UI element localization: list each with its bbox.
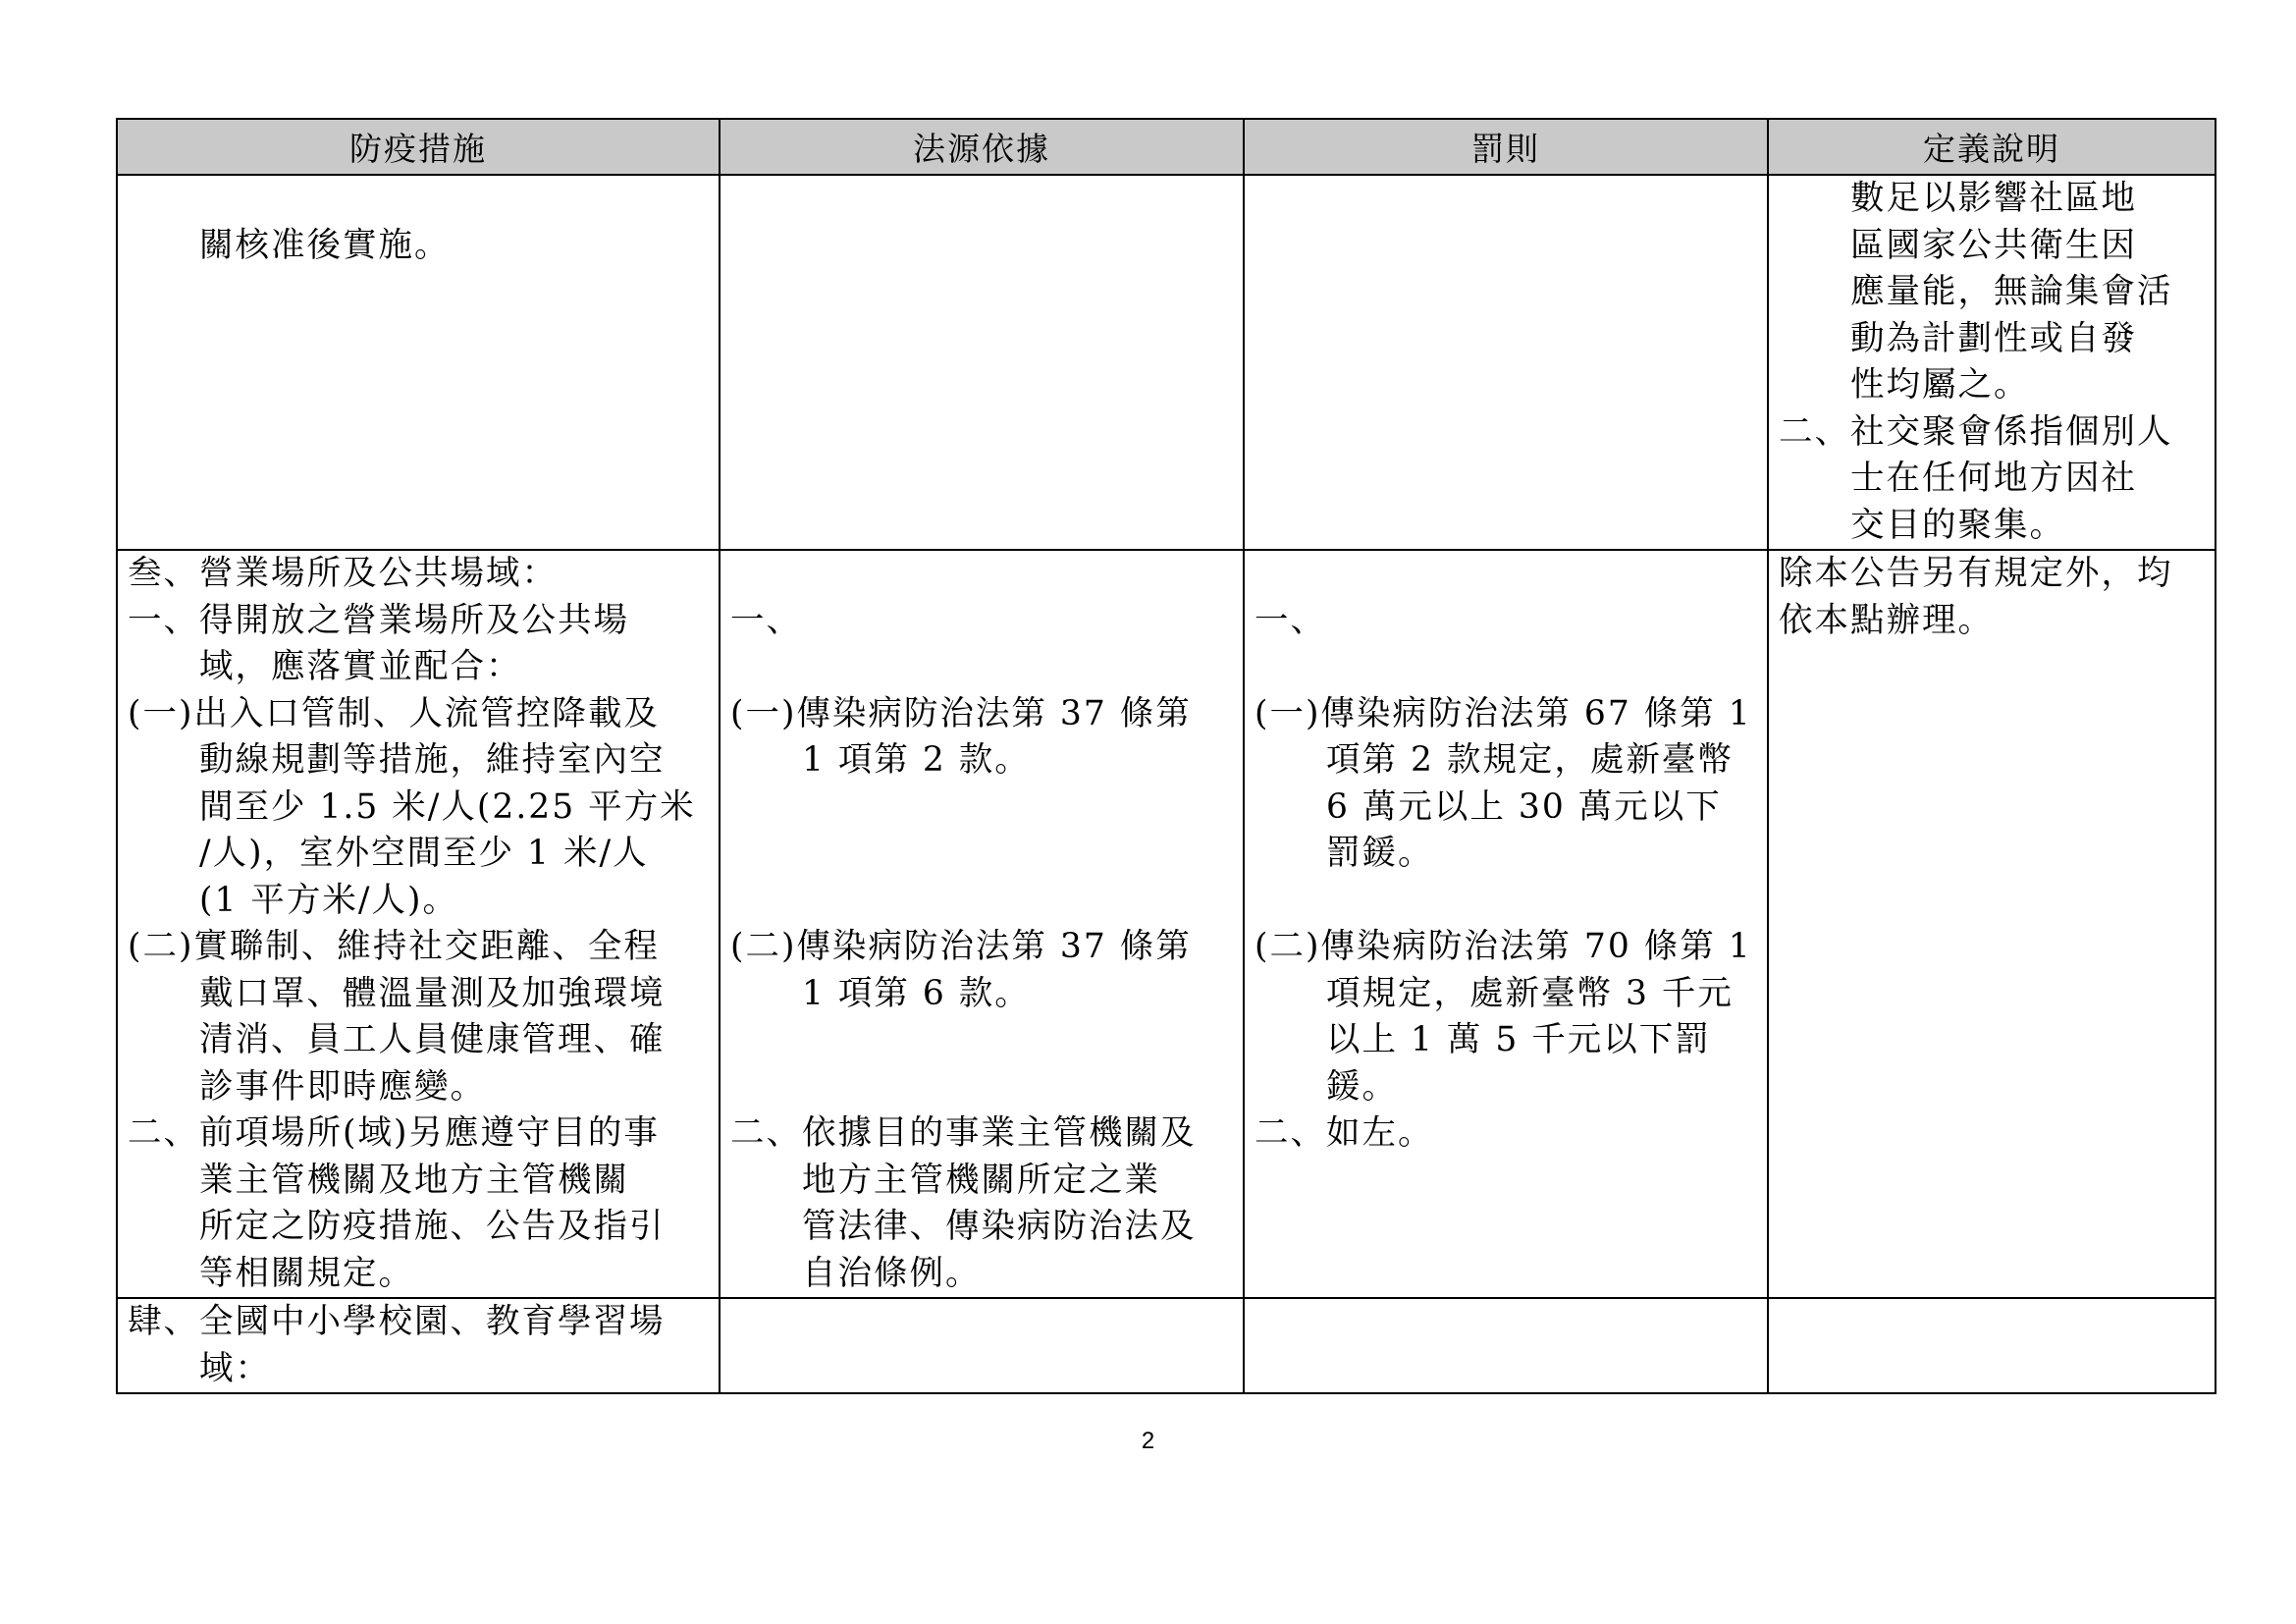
text-line: 區國家公共衛生因	[1779, 225, 2137, 265]
text-line: 域，應落實並配合：	[128, 647, 522, 686]
text-line: 所定之防疫措施、公告及指引	[128, 1207, 666, 1246]
header-legal-basis: 法源依據	[720, 119, 1244, 175]
table-row	[117, 1298, 2216, 1393]
text-line	[1255, 551, 1757, 598]
text-line	[128, 176, 709, 223]
text-line	[730, 1064, 1233, 1111]
text-line: 二、前項場所(域)另應遵守目的事	[128, 1113, 660, 1153]
header-row	[117, 119, 2216, 175]
text-line: 交目的聚集。	[1779, 505, 2065, 545]
text-line: 管法律、傳染病防治法及	[730, 1207, 1197, 1246]
text-line	[730, 551, 1233, 598]
text-line: 地方主管機關所定之業	[730, 1160, 1160, 1200]
text-line: 罰鍰。	[1255, 834, 1434, 873]
text-line	[1255, 878, 1757, 925]
text-line: (一)傳染病防治法第 67 條第 1	[1255, 693, 1752, 733]
text-line: 依本點辦理。	[1779, 600, 1994, 640]
text-line: 動線規劃等措施，維持室內空	[128, 740, 666, 780]
text-line: 域：	[128, 1348, 271, 1388]
page-number: 2	[1141, 1428, 1155, 1454]
definitions-cell	[1768, 175, 2216, 550]
text-line: 關核准後實施。	[128, 225, 451, 265]
text-line: 6 萬元以上 30 萬元以下	[1255, 786, 1722, 827]
legal-basis-cell	[720, 175, 1244, 550]
text-line: 項第 2 款規定，處新臺幣	[1255, 740, 1734, 780]
text-line	[730, 831, 1233, 878]
measures-cell	[117, 175, 720, 550]
penalties-cell	[1244, 550, 1768, 1298]
text-line: 一、	[730, 600, 802, 640]
text-line: 叁、營業場所及公共場域：	[128, 554, 558, 593]
text-line	[730, 1017, 1233, 1064]
table-row	[117, 550, 2216, 1298]
regulation-table	[116, 118, 2216, 1394]
definitions-cell	[1768, 1298, 2216, 1393]
header-penalties: 罰則	[1244, 119, 1768, 175]
text-line	[730, 878, 1233, 925]
text-line: 1 項第 6 款。	[730, 973, 1031, 1013]
legal-basis-cell	[720, 1298, 1244, 1393]
header-measures: 防疫措施	[117, 119, 720, 175]
text-line	[730, 785, 1233, 832]
text-line: (一)傳染病防治法第 37 條第	[730, 693, 1192, 733]
text-line: 自治條例。	[730, 1253, 982, 1293]
text-line: 項規定，處新臺幣 3 千元	[1255, 973, 1734, 1013]
text-line	[1255, 644, 1757, 691]
text-line	[730, 644, 1233, 691]
text-line: 以上 1 萬 5 千元以下罰	[1255, 1020, 1711, 1059]
text-line: 應量能，無論集會活	[1779, 272, 2173, 311]
measures-cell	[117, 1298, 720, 1393]
text-line: 性均屬之。	[1779, 365, 2030, 405]
text-line: (一)出入口管制、人流管控降載及	[128, 693, 660, 733]
text-line: (二)傳染病防治法第 70 條第 1	[1255, 927, 1752, 966]
text-line: /人)，室外空間至少 1 米/人	[128, 834, 649, 873]
text-line: 數足以影響社區地	[1779, 179, 2137, 218]
penalties-cell	[1244, 1298, 1768, 1393]
text-line: 肆、全國中小學校園、教育學習場	[128, 1302, 666, 1341]
text-line: (二)傳染病防治法第 37 條第	[730, 927, 1192, 966]
text-line: 二、如左。	[1255, 1113, 1434, 1153]
text-line: 間至少 1.5 米/人(2.25 平方米	[128, 786, 696, 827]
text-line: 二、依據目的事業主管機關及	[730, 1113, 1197, 1153]
text-line: 除本公告另有規定外，均	[1779, 554, 2173, 593]
table-row	[117, 175, 2216, 550]
penalties-cell	[1244, 175, 1768, 550]
text-line: 一、	[1255, 600, 1326, 640]
text-line: 等相關規定。	[128, 1253, 414, 1293]
text-line: 士在任何地方因社	[1779, 459, 2137, 498]
text-line: 清消、員工人員健康管理、確	[128, 1020, 666, 1059]
definitions-cell	[1768, 550, 2216, 1298]
text-line: 業主管機關及地方主管機關	[128, 1160, 629, 1200]
measures-cell	[117, 550, 720, 1298]
header-definitions: 定義說明	[1768, 119, 2216, 175]
text-line: 二、社交聚會係指個別人	[1779, 411, 2173, 452]
text-line: 診事件即時應變。	[128, 1066, 486, 1107]
text-line: (二)實聯制、維持社交距離、全程	[128, 927, 660, 966]
text-line: 一、得開放之營業場所及公共場	[128, 600, 629, 640]
text-line: 動為計劃性或自發	[1779, 318, 2137, 358]
text-line: (1 平方米/人)。	[128, 880, 458, 920]
text-line: 戴口罩、體溫量測及加強環境	[128, 973, 666, 1013]
text-line: 1 項第 2 款。	[730, 740, 1031, 780]
text-line: 鍰。	[1255, 1066, 1398, 1107]
legal-basis-cell	[720, 550, 1244, 1298]
